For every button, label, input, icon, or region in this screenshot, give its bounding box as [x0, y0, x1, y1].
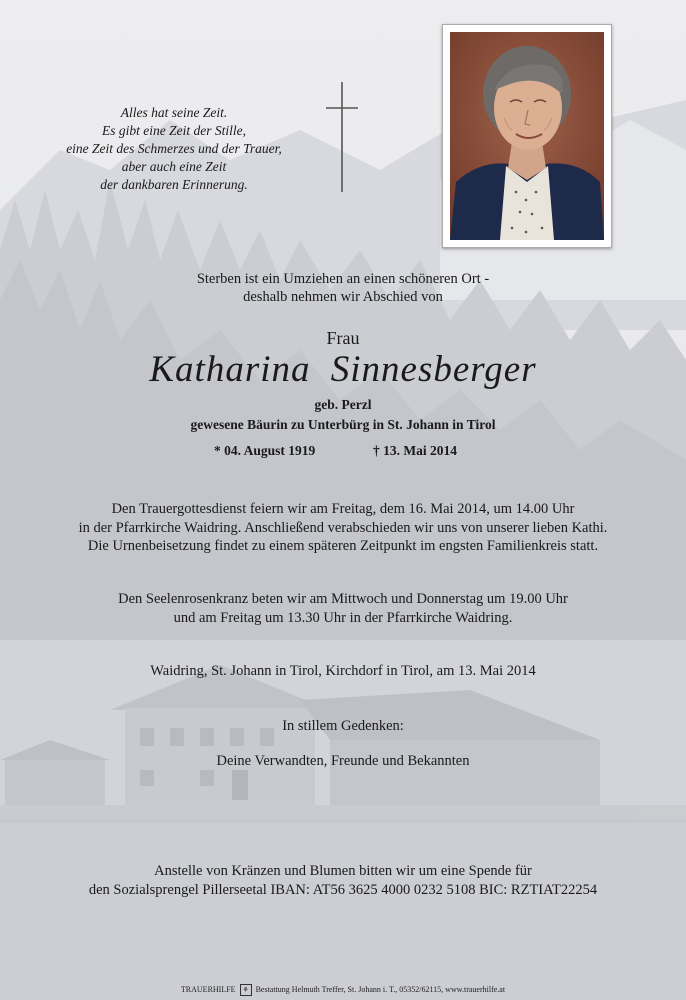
verse-line: Alles hat seine Zeit. [120, 105, 228, 120]
intro-text [0, 270, 686, 306]
funeral-line-2: in der Pfarrkirche Waidring. Anschließend verabschieden wir uns von unserer lieben Kathi. [78, 519, 608, 536]
funeral-service-logo-icon: ⚘ [240, 984, 252, 996]
donation-line-2: den Sozialsprengel Pillerseetal IBAN: AT56 3625 4000 0232 5108 BIC: RZTIAT22254 [88, 881, 598, 898]
verse-line: eine Zeit des Schmerzes und der Trauer, [66, 141, 282, 156]
footer-brand: TRAUERHILFE [180, 984, 236, 994]
death-date: † 13. Mai 2014 [373, 443, 457, 458]
footer [0, 984, 686, 996]
portrait-frame [442, 24, 612, 248]
verse-line: aber auch eine Zeit [121, 159, 227, 174]
deceased-name: Katharina Sinnesberger [149, 349, 537, 390]
funeral-info [0, 500, 686, 556]
mourners: Deine Verwandten, Freunde und Bekannten [216, 753, 470, 769]
memory-heading: In stillem Gedenken: [282, 718, 404, 734]
cross-icon [322, 82, 362, 192]
funeral-line-3: Die Urnenbeisetzung findet zu einem späteren Zeitpunkt im engsten Familienkreis statt. [87, 538, 599, 554]
place-date: Waidring, St. Johann in Tirol, Kirchdorf in Tirol, am 13. Mai 2014 [150, 663, 536, 679]
footer-contact: Bestattung Helmuth Treffer, St. Johann i. T., 05352/62115, www.trauerhilfe.at [255, 984, 506, 994]
intro-line-2: deshalb nehmen wir Abschied von [243, 289, 443, 305]
rosary-line-1: Den Seelenrosenkranz beten wir am Mittwoch und Donnerstag um 19.00 Uhr [118, 591, 568, 607]
maiden-name: geb. Perzl [314, 397, 372, 412]
verse-line: Es gibt eine Zeit der Stille, [102, 123, 246, 138]
birth-date: * 04. August 1919 [214, 443, 316, 458]
portrait-photo [450, 32, 604, 240]
memorial-verse [40, 104, 308, 194]
deceased-title: Frau [326, 328, 360, 348]
donation-request [0, 862, 686, 899]
donation-line-1: Anstelle von Kränzen und Blumen bitten wir um eine Spende für [154, 863, 532, 879]
rosary-info [0, 590, 686, 627]
deceased-description: gewesene Bäurin zu Unterbürg in St. Johann in Tirol [190, 417, 496, 432]
intro-line-1: Sterben ist ein Umziehen an einen schöneren Ort - [196, 271, 490, 287]
rosary-line-2: und am Freitag um 13.30 Uhr in der Pfarrkirche Waidring. [173, 609, 513, 626]
verse-line: der dankbaren Erinnerung. [100, 177, 248, 192]
funeral-line-1: Den Trauergottesdienst feiern wir am Freitag, dem 16. Mai 2014, um 14.00 Uhr [111, 501, 575, 517]
